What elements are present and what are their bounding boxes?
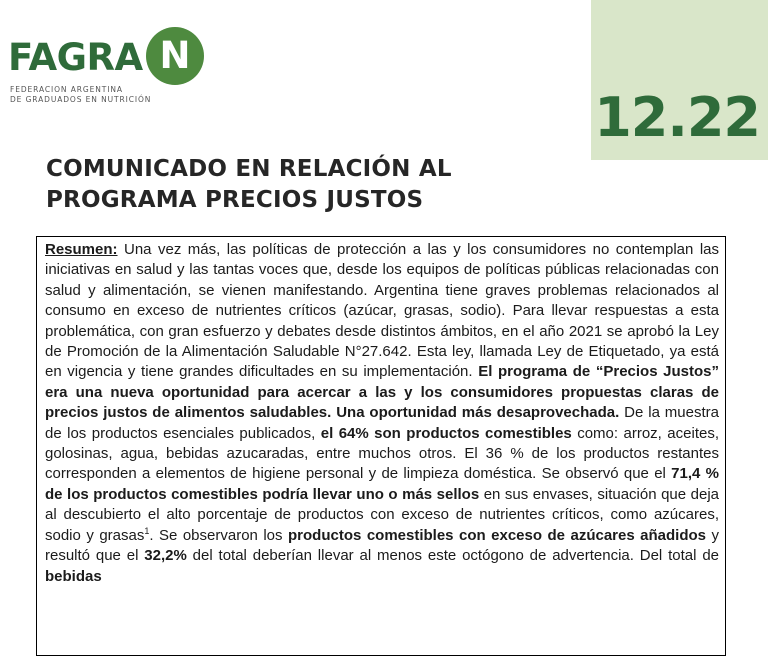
summary-bold-text: 71,4 % de los productos comestibles podría llevar uno o más sellos [45,465,719,503]
logo-letter-n: N [159,34,191,77]
document-title [46,154,452,216]
summary-paragraph [45,240,719,587]
summary-text-segment: De la muestra de los productos esenciales publicados, [45,404,719,442]
summary-box [36,236,726,656]
document-title-line1: COMUNICADO EN RELACIÓN AL [46,156,452,182]
footnote-marker: 1 [144,525,150,536]
summary-text-segment: en sus envases, situación que deja al descubierto el alto porcentaje de productos con exceso de nutrientes críticos, como azúcares, sodio y grasas [45,485,719,544]
summary-bold-text: bebidas [45,567,102,585]
logo-subtitle-line2: DE GRADUADOS EN NUTRICIÓN [10,95,152,104]
date-label: 12.22 [594,86,760,149]
summary-lead: Resumen: [45,241,118,258]
summary-text-segment: del total deberían llevar al menos este octógono de advertencia. Del total de [186,547,719,565]
summary-bold-text: El programa de “Precios Justos” era una nueva oportunidad para acercar a las y los consumidores propuestas claras de precios justos de alimentos saludables. Una oportunidad más desaprovechada. [45,363,720,422]
summary-text-segment: y resultó que el [45,526,720,565]
summary-bold-text: el 64% son productos comestibles [320,424,572,442]
summary-text-segment: como: arroz, aceites, golosinas, agua, bebidas azucaradas, entre muchos otros. El 36 % de los productos restantes corresponden a elementos de higiene personal y de limpieza doméstica. Se observó que el [45,424,719,483]
summary-bold-text: 32,2% [144,547,187,565]
date-panel [591,0,768,160]
summary-bold-text: productos comestibles con exceso de azúcares añadidos [288,526,707,544]
summary-text-segment: Una vez más, las políticas de protección a las y los consumidores no contemplan las iniciativas en salud y las tantas voces que, desde los equipos de políticas públicas relacionadas con salud y alimentación, se vienen manifestando. Argentina tiene graves problemas relacionados al consumo en exceso de nutrientes críticos (azúcar, grasas, sodio). Para llevar respuestas a esta problemática, con gran esfuerzo y debates desde distintos ámbitos, en el año 2021 se aprobó la Ley de Promoción de la Alimentación Saludable N°27.642. Esta ley, llamada Ley de Etiquetado, ya está en vigencia y tiene grandes dificultades en su implementación. [45,241,719,381]
logo-subtitle-line1: FEDERACION ARGENTINA [10,85,123,94]
document-title-line2: PROGRAMA PRECIOS JUSTOS [46,187,424,213]
logo-wordmark: FAGRA [8,36,143,79]
summary-text-segment: . Se observaron los [149,526,289,544]
fagran-logo [8,24,208,114]
logo-subtitle [10,85,151,105]
